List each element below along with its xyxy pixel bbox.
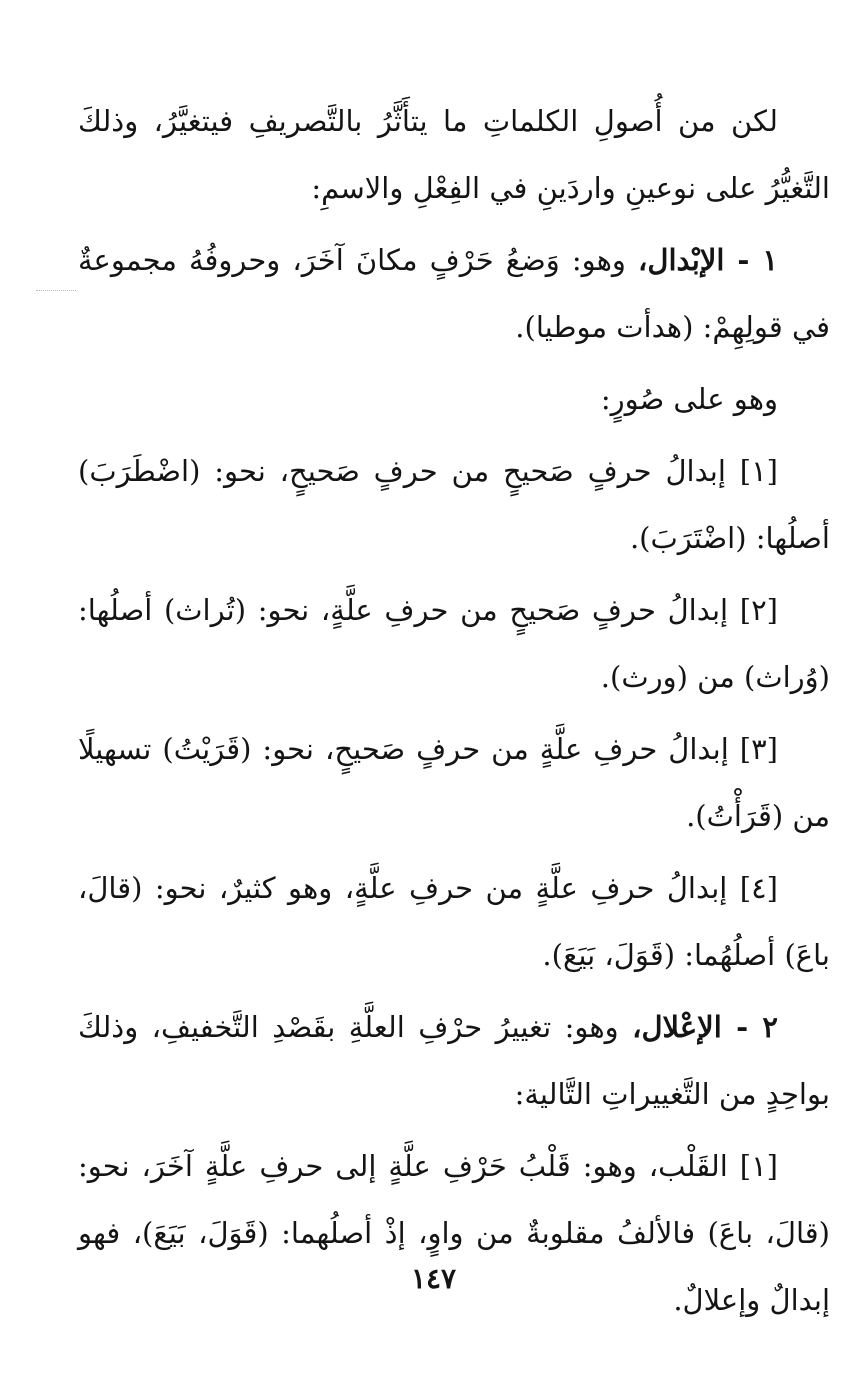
paragraph-text: [٢] إبدالُ حرفٍ صَحيحٍ من حرفِ علَّةٍ، نحو: (تُراث) أصلُها: (وُراث) من (ورث). [78,593,830,694]
margin-dots [36,290,76,291]
list-item-ibdal-4 [78,855,830,989]
list-item-qalb [78,1133,830,1334]
paragraph-text: وهو على صُورٍ: [600,382,778,416]
paragraph-text: [٣] إبدالُ حرفِ علَّةٍ من حرفٍ صَحيحٍ، نحو: (قَرَيْتُ) تسهيلًا من (قَرَأْتُ). [78,732,830,833]
paragraph-ibdal [78,227,830,361]
section-heading-ibdal: ١ - الإبْدال، [638,243,778,277]
paragraph-text: [١] إبدالُ حرفٍ صَحيحٍ من حرفٍ صَحيحٍ، نحو: (اضْطَرَبَ) أصلُها: (اضْتَرَبَ). [78,454,830,555]
paragraph-ilal [78,994,830,1128]
list-item-ibdal-3 [78,716,830,850]
paragraph-text: وهو: وَضعُ حَرْفٍ مكانَ آخَرَ، وحروفُهُ مجموعةٌ في قولِهِمْ: (هدأت موطيا). [78,243,830,344]
paragraph-intro [78,88,830,222]
page-body [78,88,830,1334]
paragraph-text: لكن من أُصولِ الكلماتِ ما يتأَثَّرُ بالتَّصريفِ فيتغيَّرُ، وذلكَ التَّغيُّرُ على نوعينِ واردَينِ في الفِعْلِ والاسمِ: [78,104,830,205]
paragraph-text: [١] القَلْب، وهو: قَلْبُ حَرْفِ علَّةٍ إلى حرفِ علَّةٍ آخَرَ، نحو: (قالَ، باعَ) فالألفُ مقلوبةٌ من واوٍ، إذْ أصلُهما: (قَوَلَ، بَيَعَ)، فهو إبدالٌ وإعلالٌ. [78,1149,830,1317]
page-number: ١٤٧ [410,1262,457,1295]
section-heading-ilal: ٢ - الإعْلال، [632,1010,778,1044]
list-item-ibdal-2 [78,577,830,711]
list-item-ibdal-1 [78,438,830,572]
paragraph-text: [٤] إبدالُ حرفِ علَّةٍ من حرفِ علَّةٍ، وهو كثيرٌ، نحو: (قالَ، باعَ) أصلُهُما: (قَوَلَ، بَيَعَ). [78,871,830,972]
paragraph-text: وهو: تغييرُ حرْفِ العلَّةِ بقَصْدِ التَّخفيفِ، وذلكَ بواحِدٍ من التَّغييراتِ التَّالية: [78,1010,830,1111]
paragraph-suwar [78,366,830,433]
